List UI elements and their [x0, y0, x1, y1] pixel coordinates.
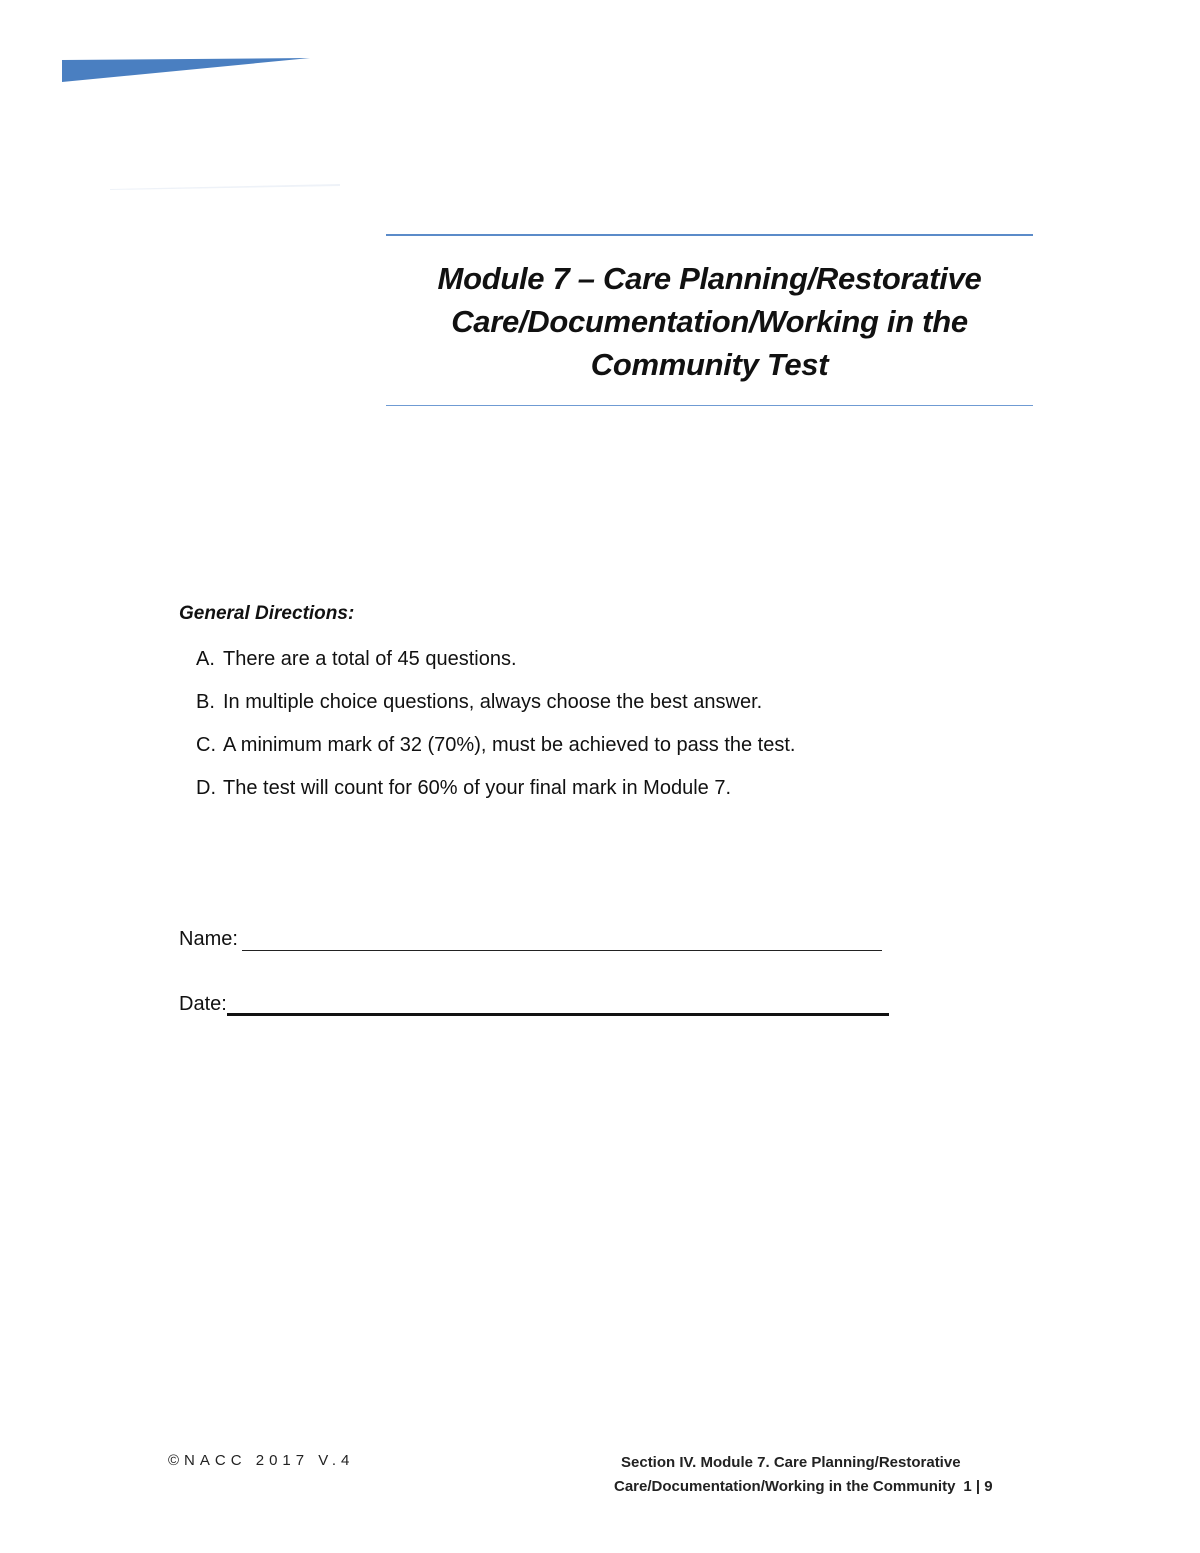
- direction-marker: D.: [196, 777, 216, 799]
- name-field: [179, 928, 882, 951]
- direction-marker: A.: [196, 648, 215, 670]
- logo-shadow-stripe: [110, 180, 340, 190]
- footer-section-info: [600, 1451, 1055, 1499]
- directions-heading: General Directions:: [179, 603, 355, 624]
- copyright-notice: ©NACC 2017 V.4: [168, 1452, 355, 1469]
- page-number: 1 | 9: [963, 1478, 993, 1495]
- direction-item: [196, 732, 795, 775]
- direction-marker: B.: [196, 691, 215, 713]
- logo-stripe: [62, 58, 310, 82]
- direction-text: There are a total of 45 questions.: [223, 648, 517, 670]
- direction-text: A minimum mark of 32 (70%), must be achieved to pass the test.: [223, 734, 796, 756]
- document-title: Module 7 – Care Planning/Restorative Care/Documentation/Working in the Community Test: [437, 261, 982, 382]
- direction-item: [196, 775, 795, 818]
- directions-list: [196, 646, 795, 818]
- date-input-line[interactable]: [227, 993, 889, 1016]
- footer-section-line1: Section IV. Module 7. Care Planning/Restorative: [621, 1454, 961, 1471]
- name-input-line[interactable]: [242, 928, 882, 951]
- direction-item: [196, 646, 795, 689]
- direction-item: [196, 689, 795, 732]
- footer-section-line2-wrap: [600, 1475, 1055, 1499]
- title-top-rule: [386, 234, 1033, 236]
- direction-text: The test will count for 60% of your final mark in Module 7.: [223, 777, 732, 799]
- title-bottom-rule: [386, 405, 1033, 406]
- date-label: Date:: [179, 993, 227, 1015]
- direction-text: In multiple choice questions, always choose the best answer.: [223, 691, 763, 713]
- name-label: Name:: [179, 928, 238, 950]
- date-field: [179, 993, 889, 1016]
- direction-marker: C.: [196, 734, 216, 756]
- footer-section-line2: Care/Documentation/Working in the Community: [614, 1478, 956, 1495]
